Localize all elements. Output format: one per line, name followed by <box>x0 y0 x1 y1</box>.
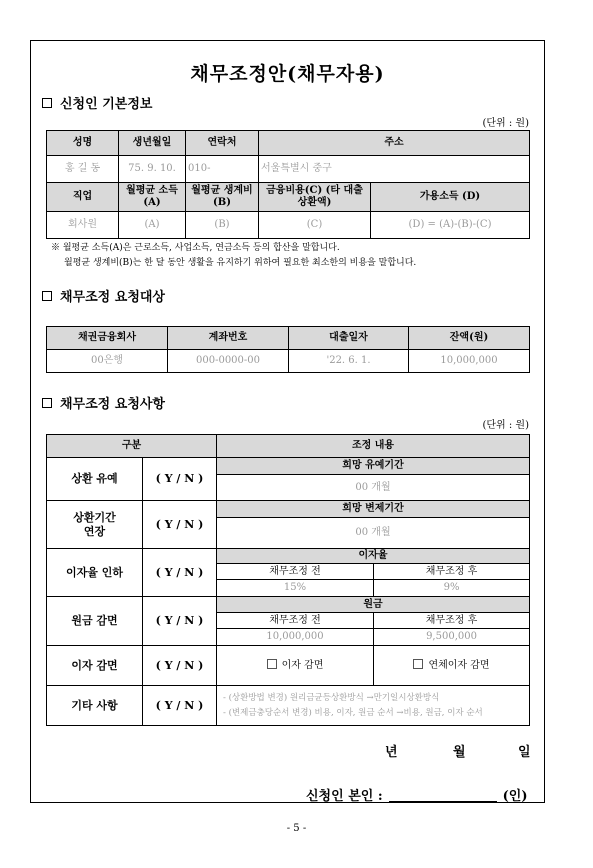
section-heading-text: 신청인 기본정보 <box>60 97 153 112</box>
label-deferral: 상환 유예 <box>47 458 143 501</box>
unit-label: (단위 : 원) <box>482 420 529 431</box>
header-loan-date: 대출일자 <box>289 327 409 350</box>
signature-label: 신청인 본인 : <box>306 789 383 804</box>
form-frame <box>30 40 545 803</box>
header-income: 월평균 소득(A) <box>119 183 186 212</box>
value-living-cost[interactable]: (B) <box>186 212 259 239</box>
label-principal: 원금 감면 <box>47 597 143 646</box>
principal-after-value[interactable]: 9,500,000 <box>374 629 530 646</box>
label-rate: 이자율 인하 <box>47 549 143 597</box>
header-adjustment: 조정 내용 <box>217 435 530 458</box>
yn-extension[interactable]: ( Y / N ) <box>143 501 217 549</box>
yn-rate[interactable]: ( Y / N ) <box>143 549 217 597</box>
option-label: 이자 감면 <box>281 660 324 671</box>
label-extension-line1: 상환기간 <box>73 511 116 525</box>
option-overdue-interest-reduction[interactable] <box>374 646 530 686</box>
basic-info-table <box>46 130 530 239</box>
date-year: 년 <box>385 745 398 760</box>
section-basic-info-heading <box>42 93 152 112</box>
request-table <box>46 434 530 726</box>
value-birth[interactable]: 75. 9. 10. <box>119 156 186 183</box>
seal-mark: (인) <box>502 789 528 804</box>
principal-before-value[interactable]: 10,000,000 <box>217 629 374 646</box>
note-living-cost: 월평균 생계비(B)는 한 달 동안 생활을 유지하기 위하여 필요한 최소한의 비용을 말합니다. <box>64 258 417 268</box>
section-target-heading <box>42 286 165 305</box>
page-number: - 5 - <box>286 823 307 834</box>
header-address: 주소 <box>259 131 530 156</box>
label-other: 기타 사항 <box>47 686 143 726</box>
option-interest-reduction[interactable] <box>217 646 374 686</box>
option-label: 연체이자 감면 <box>428 660 490 671</box>
value-account[interactable]: 000-0000-00 <box>168 350 289 373</box>
header-finance-cost: 금융비용(C) (타 대출 상환액) <box>259 183 371 212</box>
checkbox-square-icon <box>42 291 52 301</box>
header-name: 성명 <box>47 131 119 156</box>
target-table <box>46 326 530 373</box>
section-request-heading <box>42 393 165 412</box>
other-line-1: - (상환방법 변경) 원리금균등상환방식 →만기일시상환방식 <box>223 692 440 703</box>
value-finance-cost[interactable]: (C) <box>259 212 371 239</box>
rate-before-value[interactable]: 15% <box>217 580 374 597</box>
value-other[interactable] <box>217 686 530 726</box>
principal-after-label: 채무조정 후 <box>374 613 530 629</box>
section-heading-text: 채무조정 요청대상 <box>60 290 165 305</box>
header-category: 구분 <box>47 435 217 458</box>
header-job: 직업 <box>47 183 119 212</box>
header-balance: 잔액(원) <box>409 327 530 350</box>
date-day: 일 <box>518 745 531 760</box>
header-living-cost: 월평균 생계비(B) <box>186 183 259 212</box>
principal-before-label: 채무조정 전 <box>217 613 374 629</box>
signature-field[interactable] <box>389 789 497 802</box>
header-birth: 생년월일 <box>119 131 186 156</box>
yn-interest[interactable]: ( Y / N ) <box>143 646 217 686</box>
sub-rate: 이자율 <box>217 549 530 564</box>
label-extension <box>47 501 143 549</box>
sub-principal: 원금 <box>217 597 530 613</box>
value-contact[interactable]: 010- <box>186 156 259 183</box>
header-account: 계좌번호 <box>168 327 289 350</box>
section-heading-text: 채무조정 요청사항 <box>60 397 165 412</box>
value-repayment-period[interactable]: 00 개월 <box>217 518 530 549</box>
value-available-income[interactable]: (D) = (A)-(B)-(C) <box>371 212 530 239</box>
form-title: 채무조정안(채무자용) <box>190 63 385 85</box>
checkbox-square-icon <box>42 98 52 108</box>
value-deferral-period[interactable]: 00 개월 <box>217 475 530 501</box>
value-name[interactable]: 홍 길 동 <box>47 156 119 183</box>
other-line-2: - (변제금충당순서 변경) 비용, 이자, 원금 순서 →비용, 원금, 이자 순서 <box>223 708 483 718</box>
signature-line <box>306 785 528 804</box>
label-interest: 이자 감면 <box>47 646 143 686</box>
header-available-income: 가용소득 (D) <box>371 183 530 212</box>
value-income[interactable]: (A) <box>119 212 186 239</box>
rate-before-label: 채무조정 전 <box>217 564 374 580</box>
header-contact: 연락처 <box>186 131 259 156</box>
rate-after-label: 채무조정 후 <box>374 564 530 580</box>
value-creditor[interactable]: 00은행 <box>47 350 168 373</box>
header-creditor: 채권금융회사 <box>47 327 168 350</box>
yn-other[interactable]: ( Y / N ) <box>143 686 217 726</box>
label-extension-line2: 연장 <box>83 524 106 538</box>
checkbox-icon[interactable] <box>267 659 277 669</box>
value-balance[interactable]: 10,000,000 <box>409 350 530 373</box>
checkbox-square-icon <box>42 398 52 408</box>
yn-deferral[interactable]: ( Y / N ) <box>143 458 217 501</box>
unit-label: (단위 : 원) <box>482 118 529 129</box>
sub-repayment-period: 희망 변제기간 <box>217 501 530 518</box>
value-loan-date[interactable]: '22. 6. 1. <box>289 350 409 373</box>
note-income: ※ 월평균 소득(A)은 근로소득, 사업소득, 연금소득 등의 합산을 말합니다. <box>51 243 340 253</box>
value-address[interactable]: 서울특별시 중구 <box>259 156 530 183</box>
sub-deferral-period: 희망 유예기간 <box>217 458 530 475</box>
yn-principal[interactable]: ( Y / N ) <box>143 597 217 646</box>
rate-after-value[interactable]: 9% <box>374 580 530 597</box>
date-month: 월 <box>453 745 466 760</box>
checkbox-icon[interactable] <box>413 659 423 669</box>
value-job[interactable]: 회사원 <box>47 212 119 239</box>
